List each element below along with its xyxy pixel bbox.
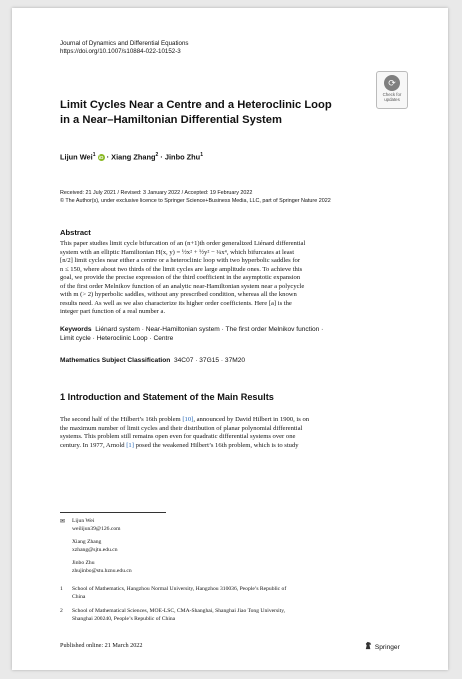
footnote-number: 1	[60, 586, 63, 592]
check-updates-icon: ⟳	[384, 75, 400, 91]
abstract-body	[60, 240, 408, 317]
journal-name: Journal of Dynamics and Differential Equations	[60, 40, 189, 47]
author-name[interactable]: Lijun Wei	[60, 152, 93, 162]
contact-name: Xiang Zhang	[72, 539, 102, 545]
journal-header	[60, 40, 189, 56]
history-dates: Received: 21 July 2021 / Revised: 3 January 2022 / Accepted: 19 February 2022	[60, 190, 253, 196]
abstract-line: of the first order Melnikov function of an analytic near-Hamiltonian system near a polycycle	[60, 282, 305, 290]
author-separator: ·	[160, 152, 163, 162]
orcid-icon[interactable]: iD	[98, 155, 104, 161]
contact-entry	[72, 518, 132, 533]
abstract-line: with m (> 2) hyperbolic saddles, without any prescribed condition, whereas all the known	[60, 291, 297, 298]
intro-line: systems. This problem still remains open even for quadratic differential systems over one	[60, 433, 296, 440]
contact-name: Lijun Wei	[72, 518, 95, 524]
intro-line	[60, 442, 408, 451]
affil-sup: 2	[155, 152, 159, 158]
footnote-divider	[60, 512, 166, 513]
contact-email[interactable]: zhujinbo@stu.hznu.edu.cn	[72, 567, 132, 574]
intro-text: century. In 1977, Arnold	[60, 441, 127, 449]
author-separator: ·	[106, 152, 110, 162]
abstract-line: n ≤ 150, where about two thirds of the limit cycles are large amplitude ones. To achieve this	[60, 265, 303, 273]
badge-line2: updates	[384, 97, 400, 102]
abstract-line: This paper studies limit cycle bifurcation of an (n+1)th order generalized Liénard differential	[60, 240, 306, 247]
envelope-icon: ✉	[60, 519, 66, 525]
abstract-line: results need. As well as we also characterize its higher order coefficients. Here [a] is the	[60, 299, 292, 307]
msc-label: Mathematics Subject Classification	[60, 357, 171, 364]
footnote-line: School of Mathematical Sciences, MOE-LSC, CMA-Shanghai, Shanghai Jiao Tong University,	[72, 608, 286, 614]
intro-text: posed the weakened Hilbert’s 16th problem, which is to study	[133, 441, 299, 449]
copyright-line: © The Author(s), under exclusive licence to Springer Science+Business Media, LLC, part of Springer Nature 2022	[60, 198, 331, 204]
citation-link[interactable]: [10]	[182, 416, 194, 423]
dates-block	[60, 189, 331, 205]
springer-horse-icon	[364, 641, 373, 650]
keywords-line2: Limit cycle · Heteroclinic Loop · Centre	[60, 334, 174, 342]
affiliation-footnote	[60, 608, 408, 623]
paper-page	[12, 8, 448, 670]
citation-link[interactable]: [1]	[126, 441, 134, 449]
affil-sup: 1	[92, 152, 96, 158]
section-heading: 1 Introduction and Statement of the Main Results	[60, 392, 274, 402]
affil-sup: 1	[200, 152, 203, 158]
intro-text: The second half of the Hilbert’s 16th problem	[60, 416, 183, 423]
check-for-updates-badge[interactable]	[376, 71, 408, 109]
intro-line: the maximum number of limit cycles and their distribution of planar polynomial differential	[60, 424, 303, 432]
abstract-line: [n/2] limit cycles near either a centre or a heteroclinic loop with two hyperbolic saddles for	[60, 257, 301, 264]
abstract-line: system with an elliptic Hamiltonian H(x, y) = ½x² + ½y² − ¼x⁴, which bifurcates at least	[60, 248, 295, 256]
title-line2: in a Near–Hamiltonian Differential System	[60, 114, 282, 126]
footnote-number: 2	[60, 608, 63, 614]
contact-entry	[72, 539, 132, 554]
contact-entry	[72, 560, 132, 575]
publisher-logo	[364, 641, 400, 651]
msc-block	[60, 357, 245, 364]
intro-text: , announced by David Hilbert in 1900, is on	[193, 416, 310, 423]
author-name[interactable]: Jinbo Zhu	[164, 152, 201, 162]
footnote-line: School of Mathematics, Hangzhou Normal University, Hangzhou 310036, People’s Republic of	[72, 586, 287, 592]
published-online: Published online: 21 March 2022	[60, 642, 143, 649]
footnote-line: Shanghai 200240, People’s Republic of China	[72, 615, 176, 622]
keywords-block	[60, 326, 408, 343]
keywords-label: Keywords	[60, 326, 92, 333]
contact-email[interactable]: weilijun39@126.com	[72, 525, 121, 532]
paper-title	[60, 98, 370, 128]
keywords-line1: Liénard system · Near-Hamiltonian system · The first order Melnikov function ·	[95, 326, 324, 333]
abstract-line: integer part function of a real number a.	[60, 308, 166, 315]
title-line1: Limit Cycles Near a Centre and a Heteroclinic Loop	[60, 99, 332, 111]
footnote-line: China	[72, 593, 86, 600]
contact-list	[72, 518, 132, 581]
abstract-line: goal, we provide the precise expression of the third coefficient in the asymptotic expansion	[60, 274, 301, 281]
msc-codes: 34C07 · 37G15 · 37M20	[173, 357, 246, 364]
intro-line	[60, 416, 408, 425]
badge-line1: Check for	[382, 92, 402, 97]
author-name[interactable]: Xiang Zhang	[111, 152, 156, 162]
affiliation-footnote	[60, 586, 408, 601]
contact-name: Jinbo Zhu	[72, 560, 95, 566]
author-list	[60, 152, 203, 161]
abstract-heading: Abstract	[60, 228, 91, 237]
publisher-name: Springer	[374, 644, 400, 651]
doi-link[interactable]: https://doi.org/10.1007/s10884-022-10152-3	[60, 48, 181, 55]
intro-body	[60, 416, 408, 450]
contact-email[interactable]: xzhang@sjtu.edu.cn	[72, 546, 118, 553]
